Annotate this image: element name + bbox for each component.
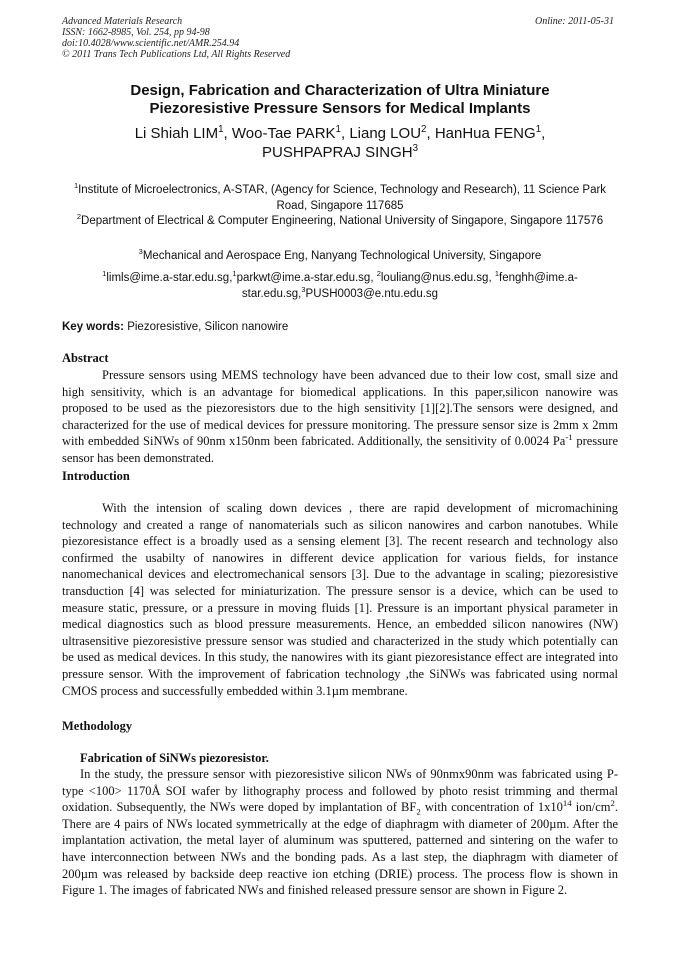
affil-mark: 3 bbox=[138, 247, 143, 257]
online-date: Online: 2011-05-31 bbox=[535, 16, 614, 27]
affil-mark: 2 bbox=[76, 212, 82, 222]
introduction-heading: Introduction bbox=[62, 469, 130, 483]
email-link[interactable]: limls@ime.a-star.edu.sg, bbox=[106, 272, 233, 284]
keywords-text: Piezoresistive, Silicon nanowire bbox=[127, 321, 289, 333]
author-affil-mark: 1 bbox=[335, 124, 341, 135]
author-name: Li Shiah LIM bbox=[134, 125, 219, 142]
author-affil-mark: 3 bbox=[412, 143, 419, 154]
email-link[interactable]: fenghh@ime.a-star.edu.sg, bbox=[241, 272, 578, 300]
paper-title bbox=[62, 82, 618, 118]
author-name: Liang LOU bbox=[349, 125, 422, 142]
keywords-label: Key words: bbox=[62, 321, 124, 333]
affiliation-1: $^1$Institute of Microelectronics, A-STAR, (Agency for Science, Technology and Research), 11 Science Park Road, Singapore 117685 bbox=[73, 181, 607, 212]
author-name: HanHua FENG bbox=[434, 125, 536, 142]
fabrication-subheading: Fabrication of SiNWs piezoresistor. bbox=[80, 751, 269, 765]
methodology-heading: Methodology bbox=[62, 719, 133, 733]
author-name: Woo-Tae PARK bbox=[231, 125, 336, 142]
author-emails: $^1$limls@ime.a-star.edu.sg,$^1$parkwt@ime.a-star.edu.sg, $^2$louliang@nus.edu.sg, $^1$fenghh@ime.a-star.edu.sg,$^3$PUSH0003@e.ntu.edu.sg bbox=[102, 269, 578, 300]
affiliation-3: $^3$Mechanical and Aerospace Eng, Nanyang Technological University, Singapore bbox=[138, 247, 542, 262]
abstract-heading: Abstract bbox=[62, 351, 109, 365]
email-link[interactable]: PUSH0003@e.ntu.edu.sg bbox=[305, 288, 439, 300]
methodology-text: In the study, the pressure sensor with piezoresistive silicon NWs of 90nmx90nm was fabricated using P-type <100> 1170Å SOI wafer by lithography process and followed by photo resist trimming and thermal oxidation. Subsequently, the NWs were doped by implantation of $BF_2$ with concentration of $1x10^{14}$ ion/$cm^2$. There are 4 pairs of NWs located symmetrically at the edge of diaphragm with diameter of 200µm. After the implantation activation, the metal layer of aluminum was sputtered, patterned and sintering on the wafer to have interconnection between NWs and the bonding pads. As a last step, the diaphragm with diameter of 200µm was released by backside deep reactive ion etching (DRIE) process. The process flow is shown in Figure 1. The images of fabricated NWs and finished released pressure sensor are shown in Figure 2. bbox=[62, 767, 618, 898]
title-line-1: Design, Fabrication and Characterization of Ultra Miniature bbox=[130, 82, 550, 99]
keywords bbox=[62, 320, 618, 335]
introduction-text: With the intension of scaling down devices , there are rapid development of micromachining technology and created a range of nanomaterials such as silicon nanowires and carbon nanotubes. While piezoresistance effect is a broadly used as a sensing element [3]. The recent research and technology also confirmed the usabilty of nanowires in different device application for various fields, for instance nanomechanical devices and electromechanical sensors [3]. Due to the advantage in scaling; piezoresistive transduction [4] was selected for miniaturization. The pressure sensor is a device, which can be used to measure static, pressure, or a pressure in moving fluids [1]. Pressure is an important physical parameter in medical diagnostics such as blood pressure measurements. Hence, an embedded silicon nanowires (NW) ultrasensitive piezoresistive pressure sensor was studied and characterized in the study which potentially can be used as medical devices. In this study, the nanowires with its giant piezoresistance effect are integrated into pressure sensor. With the improvement of fabrication technology ,the SiNWs was fabricated using normal CMOS process and successfully embedded within 3.1µm membrane. bbox=[62, 501, 618, 698]
affil-mark: 1 bbox=[73, 181, 79, 191]
doi: doi:10.4028/www.scientific.net/AMR.254.94 bbox=[62, 38, 240, 49]
author-name: PUSHPAPRAJ SINGH bbox=[261, 144, 413, 161]
author-affil-mark: 1 bbox=[535, 124, 542, 135]
title-line-2: Piezoresistive Pressure Sensors for Medical Implants bbox=[149, 100, 531, 117]
email-link[interactable]: parkwt@ime.a-star.edu.sg, bbox=[236, 272, 374, 284]
author-affil-mark: 1 bbox=[218, 124, 224, 135]
issn: ISSN: 1662-8985, Vol. 254, pp 94-98 bbox=[62, 27, 210, 38]
copyright: © 2011 Trans Tech Publications Ltd, All Rights Reserved bbox=[62, 49, 291, 60]
journal-name: Advanced Materials Research bbox=[62, 16, 183, 27]
abstract-text: Pressure sensors using MEMS technology have been advanced due to their low cost, small size and high sensitivity, which is an advantage for biomedical applications. In this paper,silicon nanowire was proposed to be used as the piezoresistors due to the high sensitivity [1][2].The sensors were designed, and characterized for the use of medical devices for pressure monitoring. The pressure sensor size is 2mm x 2mm with embedded SiNWs of 90nm x150nm been fabricated. Additionally, the sensitivity of 0.0024 $Pa^{-1}$ pressure sensor has been demonstrated. bbox=[62, 368, 618, 465]
author-list: Li Shiah LIM$^1$, Woo-Tae PARK$^1$, Liang LOU$^2$, HanHua FENG$^1$, PUSHPAPRAJ SINGH$^3$ bbox=[134, 124, 546, 161]
journal-header bbox=[62, 16, 618, 60]
email-link[interactable]: louliang@nus.edu.sg, bbox=[380, 272, 492, 284]
affiliation-2: $^2$Department of Electrical & Computer Engineering, National University of Singapore, Singapore 117576 bbox=[76, 212, 604, 227]
author-affil-mark: 2 bbox=[421, 124, 427, 135]
